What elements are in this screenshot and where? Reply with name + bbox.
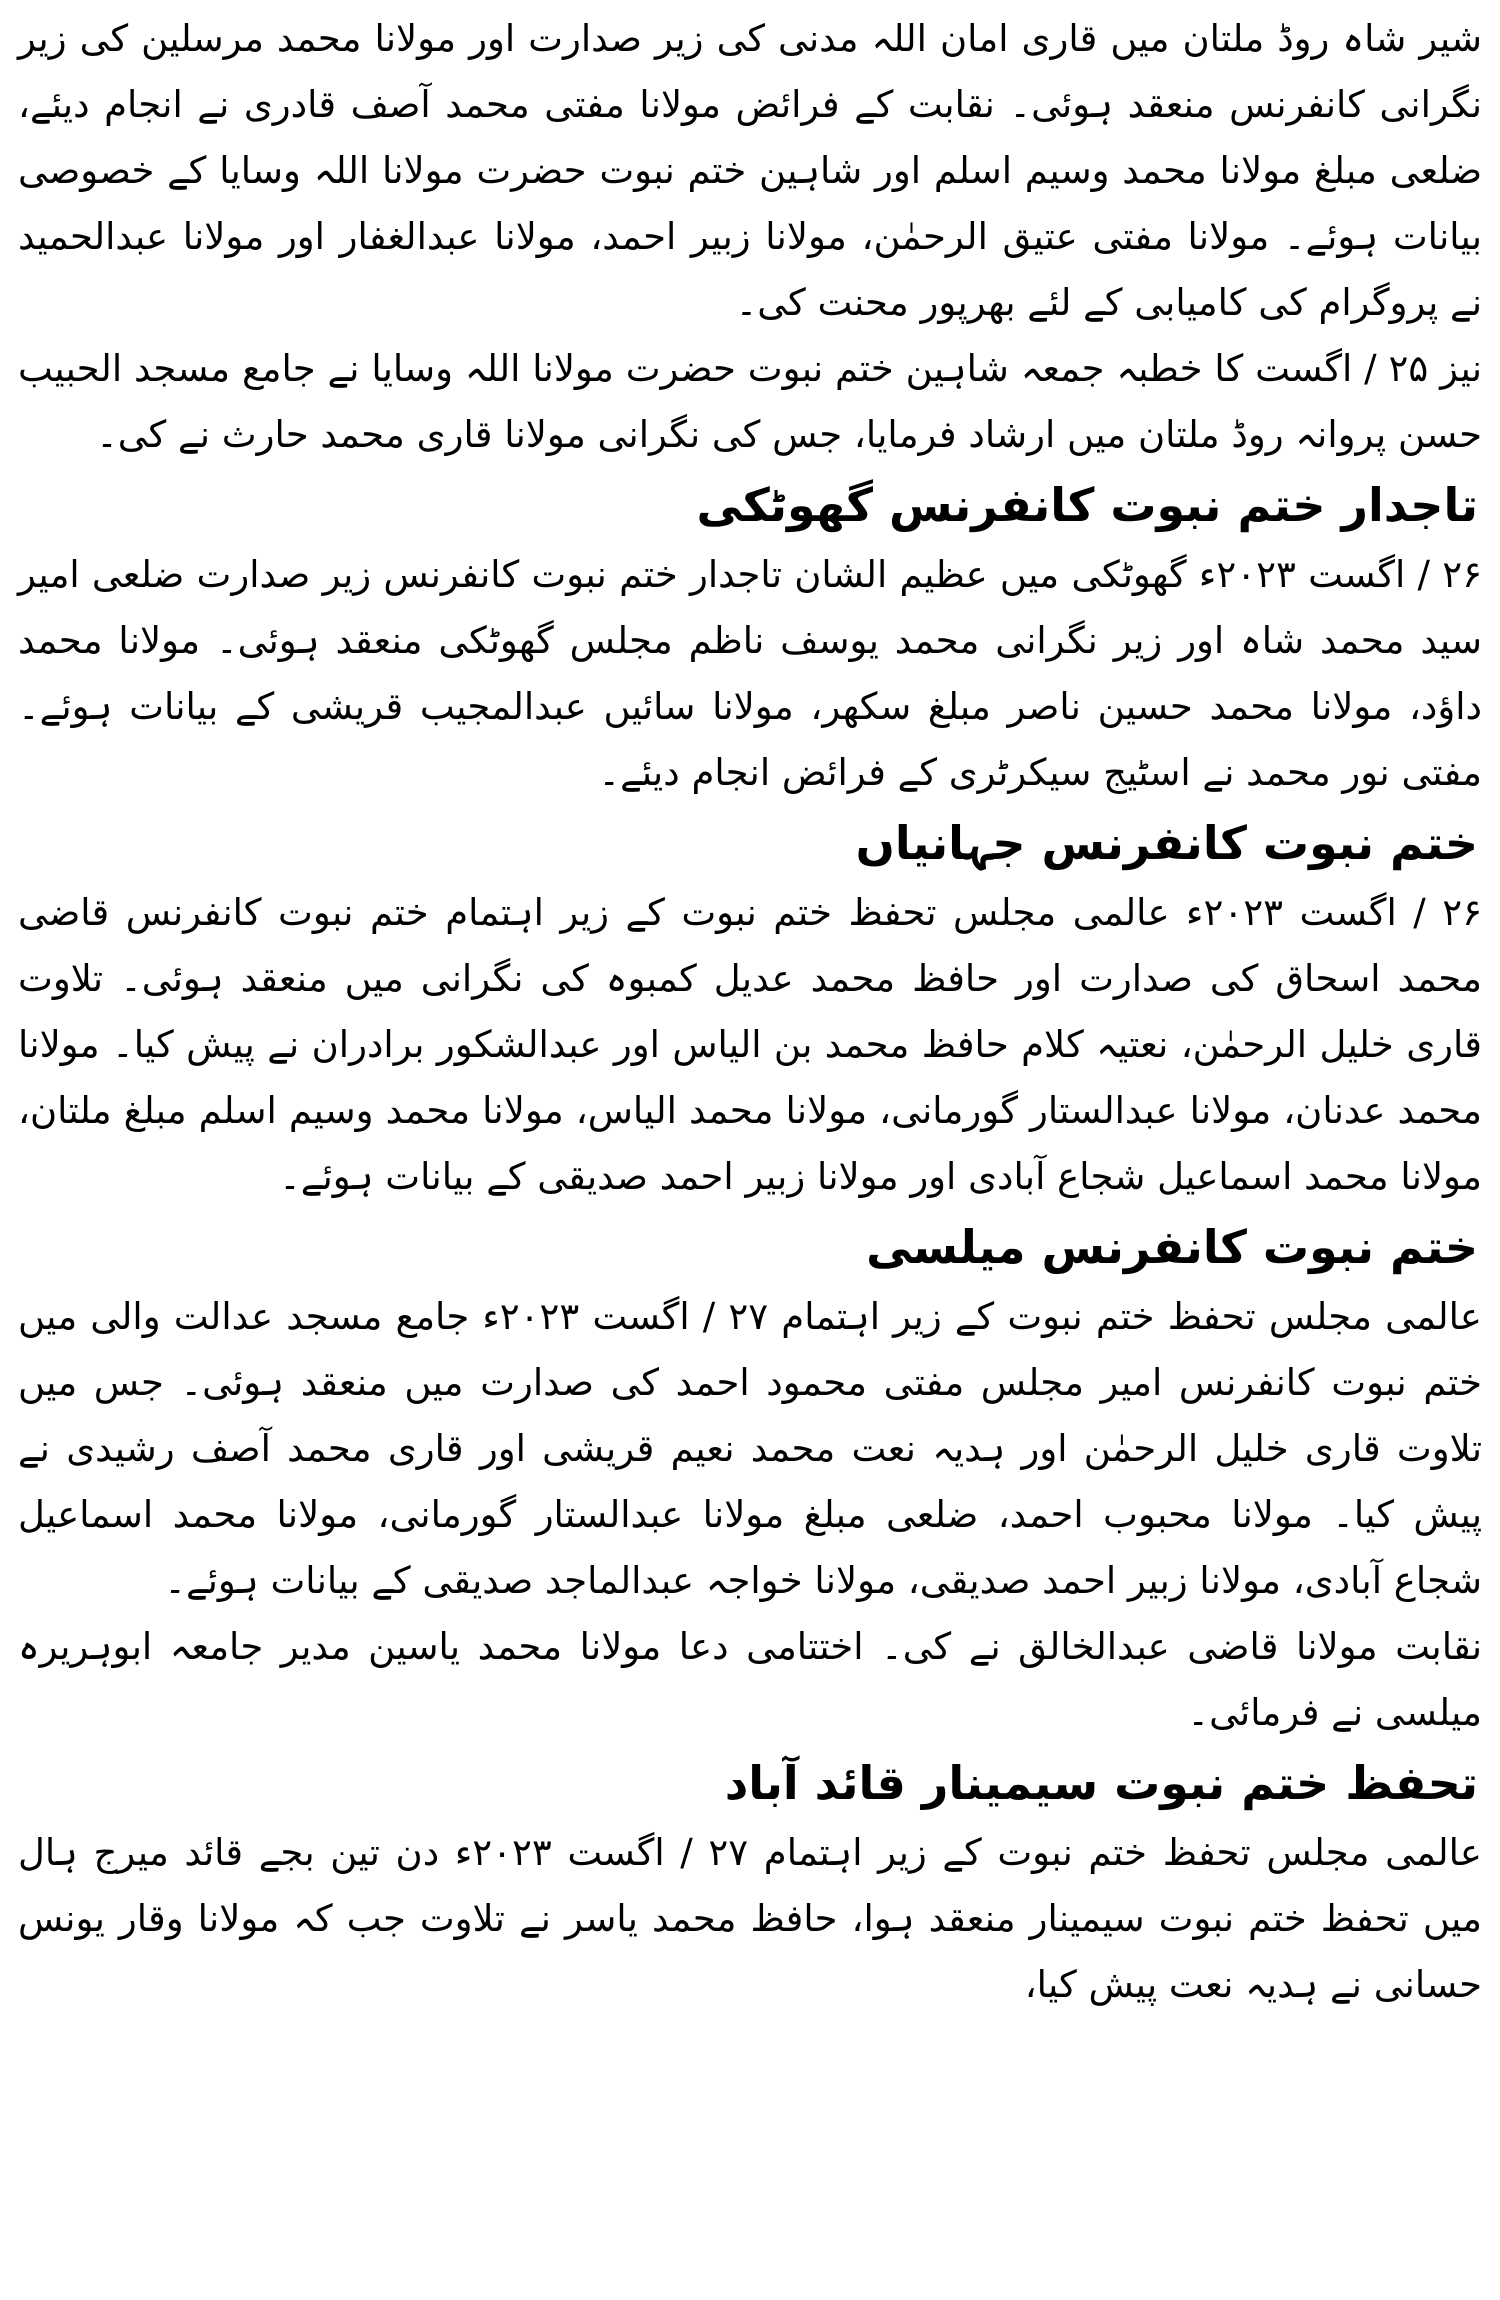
intro-paragraph-2: نیز ۲۵ / اگست کا خطبہ جمعہ شاہین ختم نبوت حضرت مولانا اللہ وسایا نے جامع مسجد الحبیب حسن پروانہ روڈ ملتان میں ارشاد فرمایا، جس کی نگرانی مولانا قاری محمد حارث نے کی۔ — [18, 347, 1483, 456]
section-heading-mailsi: ختم نبوت کانفرنس میلسی — [866, 1220, 1478, 1274]
section-heading-quaidabad: تحفظ ختم نبوت سیمینار قائد آباد — [724, 1756, 1478, 1810]
intro-paragraph-1: شیر شاہ روڈ ملتان میں قاری امان اللہ مدنی کی زیر صدارت اور مولانا محمد مرسلین کی زیر نگرانی کانفرنس منعقد ہوئی۔ نقابت کے فرائض مولانا مفتی محمد آصف قادری نے انجام دیئے، ضلعی مبلغ مولانا محمد وسیم اسلم اور شاہین ختم نبوت حضرت مولانا اللہ وسایا کے خصوصی بیانات ہوئے۔ مولانا مفتی عتیق الرحمٰن، مولانا زبیر احمد، مولانا عبدالغفار اور مولانا عبدالحمید نے پروگرام کی کامیابی کے لئے بھرپور محنت کی۔ — [18, 17, 1482, 324]
section-mailsi — [18, 1210, 1482, 1746]
section-quaidabad-paragraph-1: عالمی مجلس تحفظ ختم نبوت کے زیر اہتمام ۲۷ / اگست ۲۰۲۳ء دن تین بجے قائد میرج ہال میں تحفظ ختم نبوت سیمینار منعقد ہوا، حافظ محمد یاسر نے تلاوت جب کہ مولانا وقار یونس حسانی نے ہدیہ نعت پیش کیا، — [18, 1831, 1483, 2006]
urdu-news-page — [18, 6, 1482, 2294]
section-ghotki — [18, 468, 1482, 806]
section-heading-ghotki: تاجدار ختم نبوت کانفرنس گھوٹکی — [696, 478, 1478, 532]
section-heading-jahanian: ختم نبوت کانفرنس جہانیاں — [855, 816, 1478, 870]
intro-section — [18, 6, 1482, 468]
section-mailsi-paragraph-1: عالمی مجلس تحفظ ختم نبوت کے زیر اہتمام ۲۷ / اگست ۲۰۲۳ء جامع مسجد عدالت والی میں ختم نبوت کانفرنس امیر مجلس مفتی محمود احمد کی صدارت میں منعقد ہوئی۔ جس میں تلاوت قاری خلیل الرحمٰن اور ہدیہ نعت محمد نعیم قریشی اور قاری محمد آصف رشیدی نے پیش کیا۔ مولانا محبوب احمد، ضلعی مبلغ مولانا عبدالستار گورمانی، مولانا محمد اسماعیل شجاع آبادی، مولانا زبیر احمد صدیقی، مولانا خواجہ عبدالماجد صدیقی کے بیانات ہوئے۔ — [18, 1295, 1482, 1602]
section-jahanian — [18, 806, 1482, 1210]
section-ghotki-paragraph-1: ۲۶ / اگست ۲۰۲۳ء گھوٹکی میں عظیم الشان تاجدار ختم نبوت کانفرنس زیر صدارت ضلعی امیر سید محمد شاہ اور زیر نگرانی محمد یوسف ناظم مجلس گھوٹکی منعقد ہوئی۔ مولانا محمد داؤد، مولانا محمد حسین ناصر مبلغ سکھر، مولانا سائیں عبدالمجیب قریشی کے بیانات ہوئے۔ مفتی نور محمد نے اسٹیج سیکرٹری کے فرائض انجام دیئے۔ — [18, 553, 1482, 794]
section-jahanian-paragraph-1: ۲۶ / اگست ۲۰۲۳ء عالمی مجلس تحفظ ختم نبوت کے زیر اہتمام ختم نبوت کانفرنس قاضی محمد اسحاق کی صدارت اور حافظ محمد عدیل کمبوہ کی نگرانی میں منعقد ہوئی۔ تلاوت قاری خلیل الرحمٰن، نعتیہ کلام حافظ محمد بن الیاس اور عبدالشکور برادران نے پیش کیا۔ مولانا محمد عدنان، مولانا عبدالستار گورمانی، مولانا محمد الیاس، مولانا محمد وسیم اسلم مبلغ ملتان، مولانا محمد اسماعیل شجاع آبادی اور مولانا زبیر احمد صدیقی کے بیانات ہوئے۔ — [18, 891, 1483, 1198]
section-mailsi-paragraph-2: نقابت مولانا قاضی عبدالخالق نے کی۔ اختتامی دعا مولانا محمد یاسین مدیر جامعہ ابوہریرہ میلسی نے فرمائی۔ — [18, 1625, 1482, 1734]
section-quaidabad — [18, 1746, 1482, 2018]
